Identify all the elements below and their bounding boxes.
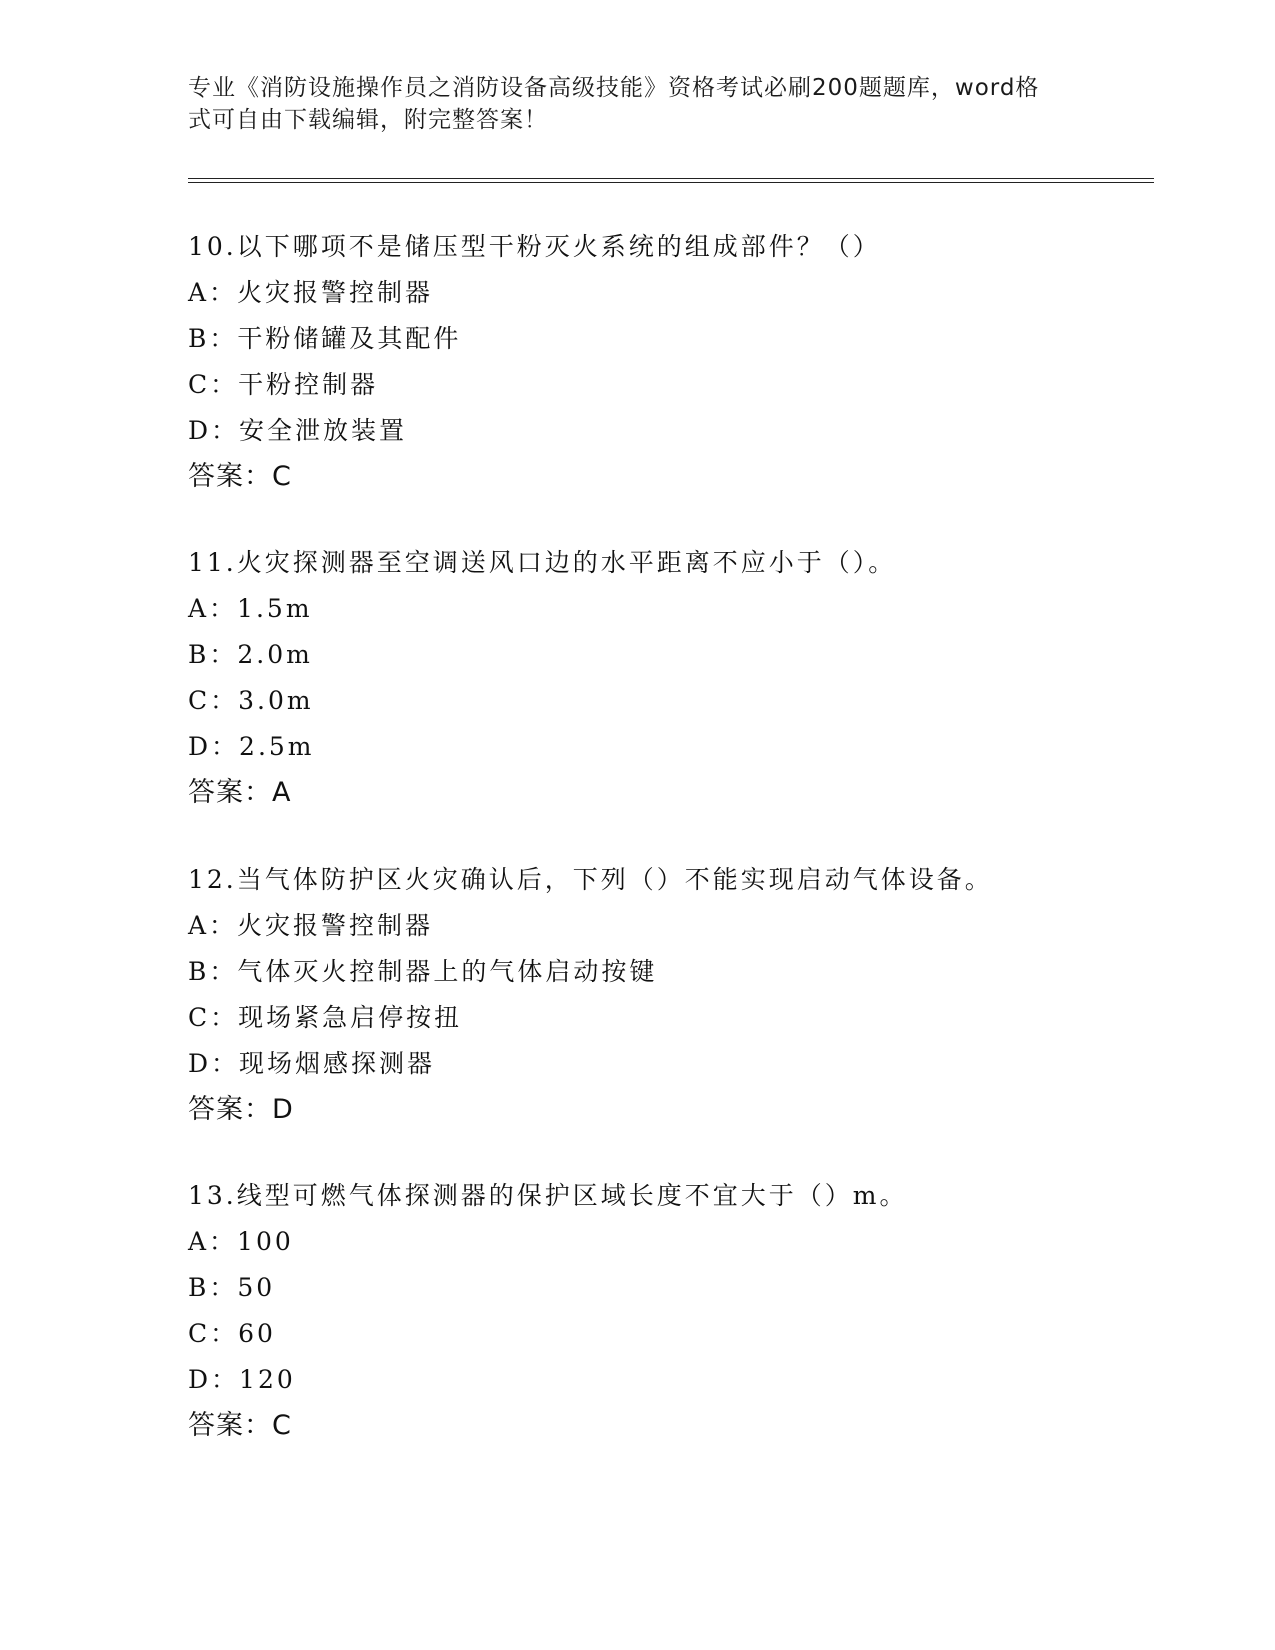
question-10 <box>188 224 1188 500</box>
option-d: D：2.5m <box>188 732 315 761</box>
question-stem: 11.火灾探测器至空调送风口边的水平距离不应小于（）。 <box>188 548 897 577</box>
option-c: C：干粉控制器 <box>188 370 379 399</box>
option-a: A：火灾报警控制器 <box>188 278 434 307</box>
option-d: D：现场烟感探测器 <box>188 1049 436 1078</box>
question-11 <box>188 540 1188 816</box>
option-c: C：3.0m <box>188 686 314 715</box>
question-stem: 13.线型可燃气体探测器的保护区域长度不宜大于（）m。 <box>188 1181 908 1210</box>
document-header <box>188 72 1068 136</box>
option-b: B：50 <box>188 1273 276 1302</box>
option-b: B：气体灭火控制器上的气体启动按键 <box>188 957 658 986</box>
option-d: D：120 <box>188 1365 296 1394</box>
header-divider <box>188 178 1154 183</box>
answer: 答案：C <box>188 1410 292 1441</box>
option-d: D：安全泄放装置 <box>188 416 408 445</box>
question-stem: 10.以下哪项不是储压型干粉灭火系统的组成部件？（） <box>188 232 881 261</box>
option-a: A：100 <box>188 1227 294 1256</box>
header-line-2: 式可自由下载编辑，附完整答案！ <box>188 107 548 133</box>
answer: 答案：A <box>188 777 292 808</box>
option-c: C：现场紧急启停按扭 <box>188 1003 463 1032</box>
option-a: A：火灾报警控制器 <box>188 911 434 940</box>
question-13 <box>188 1173 1188 1449</box>
option-b: B：干粉储罐及其配件 <box>188 324 462 353</box>
option-b: B：2.0m <box>188 640 313 669</box>
question-stem: 12.当气体防护区火灾确认后，下列（）不能实现启动气体设备。 <box>188 865 993 894</box>
option-a: A：1.5m <box>188 594 313 623</box>
answer: 答案：C <box>188 461 292 492</box>
option-c: C：60 <box>188 1319 276 1348</box>
answer: 答案：D <box>188 1094 294 1125</box>
header-line-1: 专业《消防设施操作员之消防设备高级技能》资格考试必刷200题题库，word格 <box>188 75 1040 101</box>
question-12 <box>188 857 1188 1133</box>
